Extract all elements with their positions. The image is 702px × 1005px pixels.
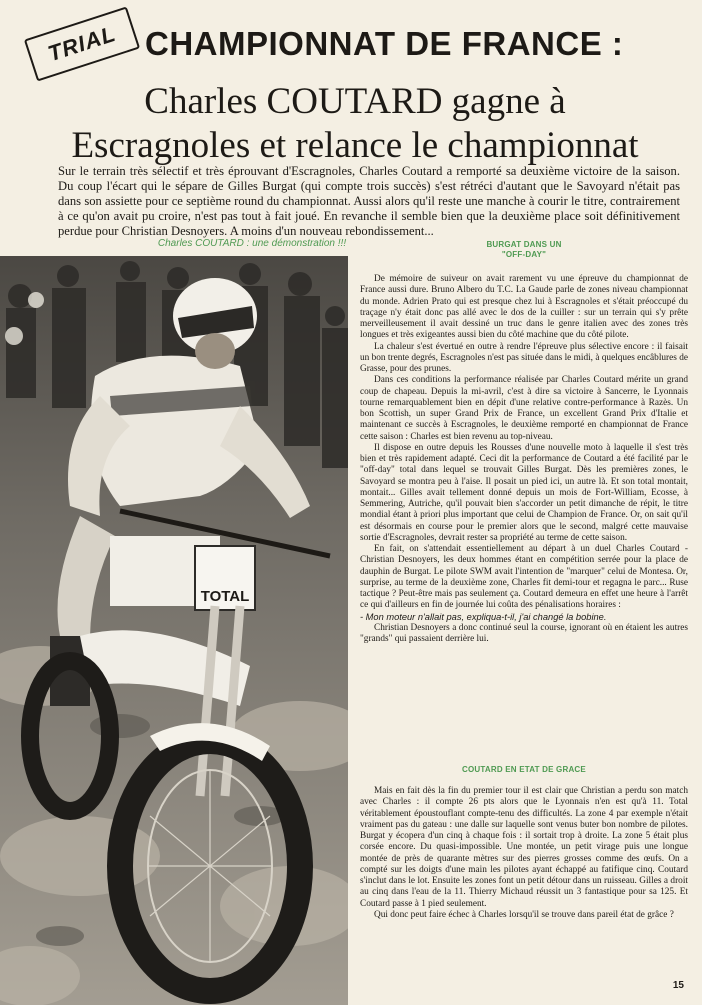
column-section-1 [360, 274, 688, 645]
headline-line-1: Charles COUTARD gagne à [144, 81, 566, 122]
column-section-2 [360, 786, 688, 921]
paragraph: Dans ces conditions la performance réalisée par Charles Coutard mérite un grand coup de chapeau. Depuis la mi-avril, c'est à dire sa victoire à Sancerre, le Lyonnais tourne remarquablement bien en dépit d'une relative contre-performance à Razès. Un bon Scottish, un super Grand Prix de France, un excellent Grand Prix d'Italie et maintenant ce succès à Escragnoles, le deuxième remporté en championnat de France cette saison : Charles est bien revenu au top-niveau. [360, 375, 688, 442]
paragraph: Il dispose en outre depuis les Rousses d'une nouvelle moto à laquelle il s'est très bien et très rapidement adapté. Ceci dit la performance de Coutard a été facilité par le "off-day" total dans lequel se trouvait Gilles Burgat. Dès les premières zones, le Savoyard se montra peu à l'aise. Il posait un pied ici, un autre là. Et son total montait, montait... Gilles avait tellement donné depuis un mois de Fort-William, Ecosse, à Semmering, Autriche, qu'il pouvait bien s'accorder un petit dimanche de répit, le titre mondial étant à priori plus important que celui de Champion de France. Or, on sait qu'il est désormais en course pour le premier alors que le second, malgré cette mauvaise sortie d'Escragnoles, devrait rester sa propriété au terme de cette saison. [360, 442, 688, 543]
subheading-burgat [360, 240, 688, 260]
article-intro: Sur le terrain très sélectif et très éprouvant d'Escragnoles, Charles Coutard a remporté sa deuxième victoire de la saison. Du coup l'écart qui le sépare de Gilles Burgat (qui compte trois succès) s'est rétréci d'autant que le Savoyard n'était pas dans son assiette pour ce septième round du championnat. Aussi alors qu'il reste une manche à courir le titre, contrairement à ce qu'on avait pu croire, n'est pas tout à fait joué. En revanche il semble bien que la deuxième place soit définitivement perdue pour Christian Desnoyers. A moins d'un nouveau rebondissement... [58, 164, 680, 238]
paragraph: De mémoire de suiveur on avait rarement vu une épreuve du championnat de France aussi dure. Bruno Albero du T.C. La Gaude parle de zones niveau championnat du monde. Adrien Prato qui est presque chez lui à Escragnoles et s'était préoccupé du traçage n'y était donc pas allé avec le dos de la cuiller : sur un terrain qui s'y prête merveilleusement il avait dessiné un truc dans le genre italien avec des zones très longues et très exigeantes aussi bien du côté machine que du côté pilote. [360, 274, 688, 341]
paragraph: Qui donc peut faire échec à Charles lorsqu'il se trouve dans pareil état de grâce ? [374, 909, 674, 920]
rider-photo [0, 256, 348, 1005]
section-title: CHAMPIONNAT DE FRANCE : [145, 25, 624, 62]
rider-photo-illustration [0, 256, 348, 1005]
trial-badge-label: TRIAL [44, 20, 119, 67]
paragraph: Christian Desnoyers a donc continué seul la course, ignorant où en étaient les autres "grands" qui passaient derrière lui. [360, 622, 688, 644]
subheading-coutard: COUTARD EN ETAT DE GRACE [462, 765, 586, 774]
photo-caption: Charles COUTARD : une démonstration !!! [157, 238, 347, 249]
quote: - Mon moteur n'allait pas, expliqua-t-il, j'ai changé la bobine. [360, 611, 607, 622]
paragraph: En fait, on s'attendait essentiellement au départ à un duel Charles Coutard - Christian Desnoyers, les deux hommes étant en compétition serrée pour la place de dauphin de Burgat. Le pilote SWM avait l'intention de "marquer" celui de Montesa. Or, surprise, au terme de la deuxième zone, Charles fit demi-tour et regagna le parc... Ruse tactique ? Peut-être mais pas seulement ça. Coutard demeura en effet une heure à l'arrêt ce qui d'ailleurs en fin de journée lui coûta des pénalisations horaires : [360, 544, 688, 611]
paragraph: La chaleur s'est évertué en outre à rendre l'épreuve plus sélective encore : il faisait un bon trente degrés, Escragnoles n'est pas située dans le midi, à quelques encâblures de Grasse, pour des prunes. [360, 341, 688, 374]
trial-badge [24, 6, 140, 81]
article-headline [40, 80, 670, 168]
page-number: 15 [672, 980, 684, 991]
headline-line-2: Escragnoles et relance le championnat [71, 125, 639, 166]
subheading-burgat-line-2: "OFF-DAY" [501, 250, 547, 259]
subheading-burgat-line-1: BURGAT DANS UN [486, 240, 562, 249]
bike-logo-text: TOTAL [200, 588, 250, 605]
paragraph: Mais en fait dès la fin du premier tour il est clair que Christian a perdu son match avec Charles : il compte 26 pts alors que le Lyonnais n'en est qu'à 11. Total véritablement époustouflant compte-tenu des difficultés. La zone 4 par exemple n'était vraiment pas du gateau : une dalle sur laquelle sont venus buter bon nombre de pilotes. Burgat y écopera d'un cinq à chaque fois : il sortait trop à droite. La zone 5 était plus corsée encore. Du quasi-impossible. Une montée, un petit virage puis une longue montée de près de quarante mètres sur des pierres grosses comme des œufs. On a compté sur les doigts d'une main les pilotes ayant échappé au fatifique cinq. Coutard s'inclut dans le lot. Ensuite les zones font un petit détour dans un ruisseau. Gilles a droit au cinq dans l'eau de la 11. Thierry Michaud réussit un 3 fantastique pour sa 125. Et Coutard passe à 1 pied seulement. [360, 786, 688, 909]
